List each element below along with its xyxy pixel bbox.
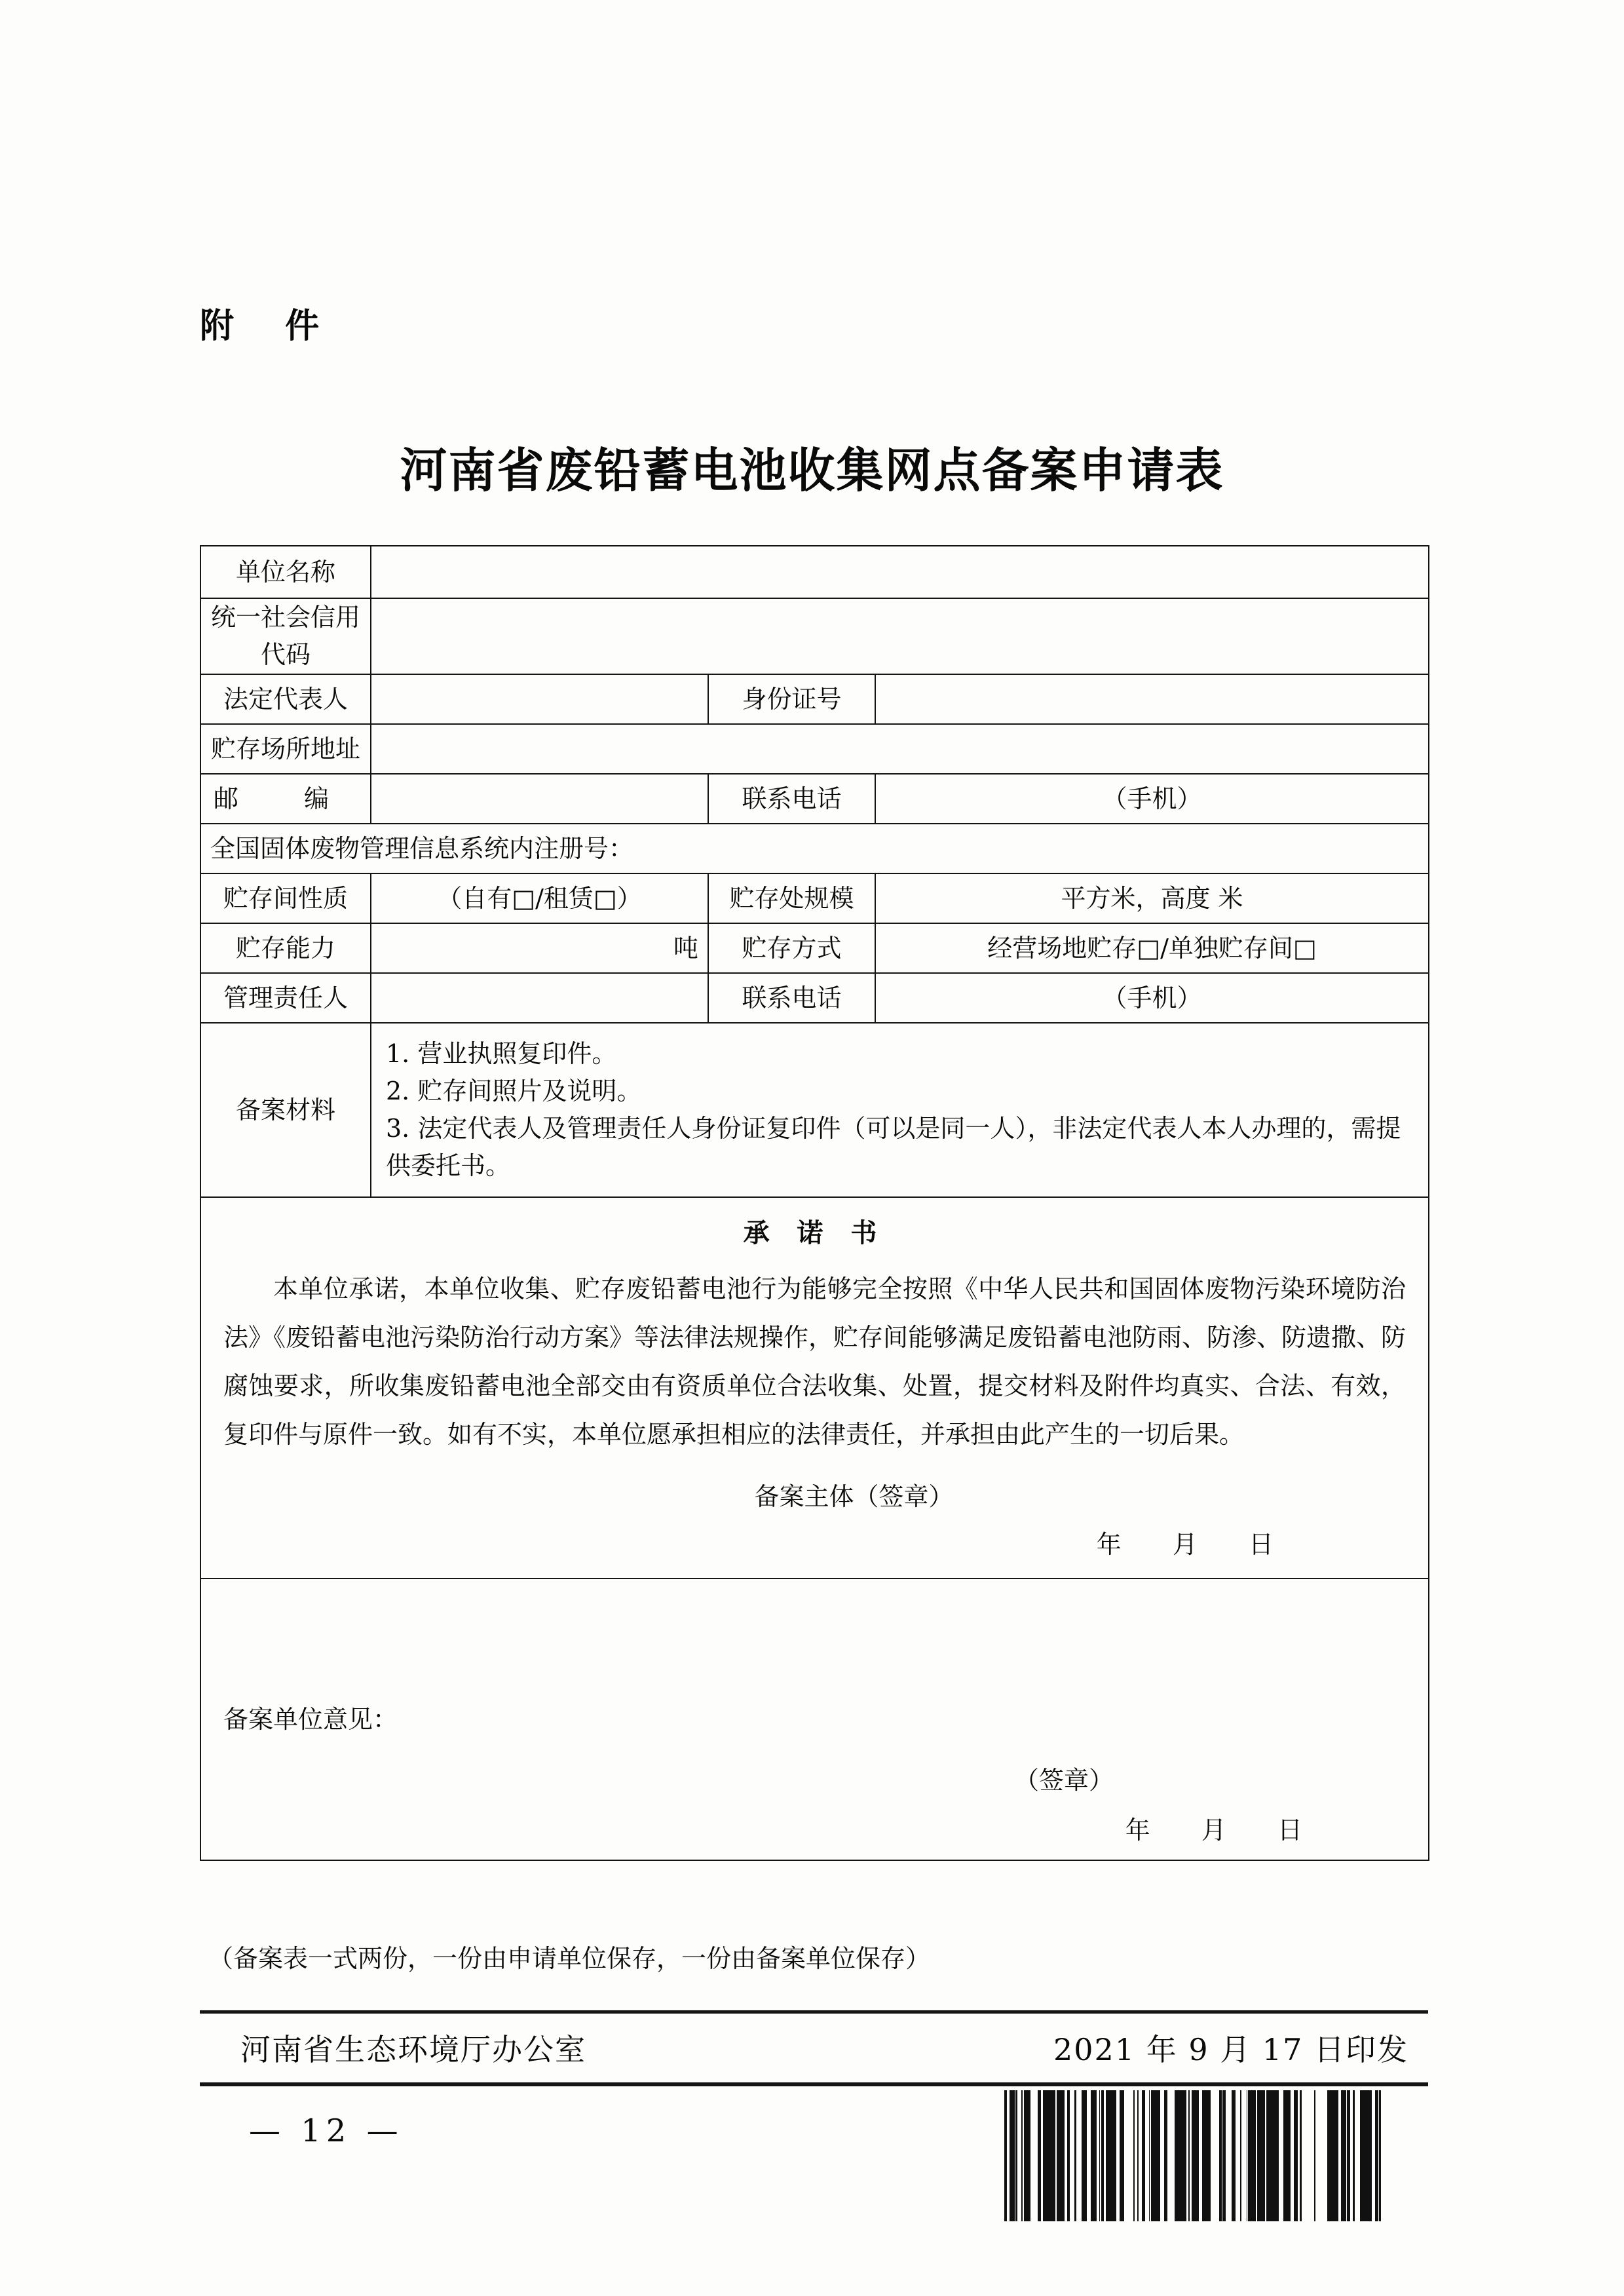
label-storage-method: 贮存方式 bbox=[708, 923, 875, 973]
table-row bbox=[200, 973, 1429, 1023]
opinion-seal-label: （签章） bbox=[1013, 1766, 1114, 1795]
table-row bbox=[200, 598, 1429, 674]
field-storage-capacity[interactable]: 吨 bbox=[371, 923, 708, 973]
label-credit-code: 统一社会信用代码 bbox=[200, 598, 371, 674]
opinion-date-year: 年 bbox=[1125, 1816, 1152, 1845]
barcode bbox=[996, 2090, 1382, 2221]
opinion-date-day: 日 bbox=[1277, 1816, 1304, 1845]
issuing-office: 河南省生态环境厅办公室 bbox=[240, 2032, 586, 2067]
commitment-date-month: 月 bbox=[1172, 1530, 1199, 1559]
list-item: 3. 法定代表人及管理责任人身份证复印件（可以是同一人），非法定代表人本人办理的，需提供委托书。 bbox=[386, 1114, 1401, 1180]
label-storage-address: 贮存场所地址 bbox=[200, 724, 371, 774]
label-id-number: 身份证号 bbox=[708, 674, 875, 724]
commitment-date-year: 年 bbox=[1096, 1530, 1123, 1559]
filing-unit-opinion-section[interactable] bbox=[200, 1578, 1429, 1860]
field-storage-method[interactable]: 经营场地贮存□/单独贮存间□ bbox=[875, 923, 1429, 973]
field-credit-code[interactable] bbox=[371, 598, 1429, 674]
field-manager[interactable] bbox=[371, 973, 708, 1023]
table-row bbox=[200, 873, 1429, 923]
opinion-label: 备案单位意见： bbox=[223, 1704, 398, 1734]
table-row bbox=[200, 674, 1429, 724]
label-unit-name: 单位名称 bbox=[200, 546, 371, 598]
field-storage-nature[interactable]: （自有□/租赁□） bbox=[371, 873, 708, 923]
field-legal-rep[interactable] bbox=[371, 674, 708, 724]
commitment-signer-label: 备案主体（签章） bbox=[754, 1482, 954, 1512]
attachment-label: 附 件 bbox=[200, 307, 339, 346]
commitment-section bbox=[200, 1197, 1429, 1578]
footer bbox=[200, 2026, 1428, 2069]
field-unit-name[interactable] bbox=[371, 546, 1429, 598]
label-legal-rep: 法定代表人 bbox=[200, 674, 371, 724]
issue-date: 2021 年 9 月 17 日印发 bbox=[1053, 2032, 1408, 2067]
table-row bbox=[200, 923, 1429, 973]
field-contact-phone[interactable]: （手机） bbox=[875, 774, 1429, 824]
page-title: 河南省废铅蓄电池收集网点备案申请表 bbox=[400, 443, 1224, 498]
field-manager-phone[interactable]: （手机） bbox=[875, 973, 1429, 1023]
table-row bbox=[200, 546, 1429, 598]
footer-divider-bottom bbox=[200, 2082, 1428, 2086]
label-manager-phone: 联系电话 bbox=[708, 973, 875, 1023]
table-row bbox=[200, 724, 1429, 774]
label-storage-capacity: 贮存能力 bbox=[200, 923, 371, 973]
commitment-title: 承 诺 书 bbox=[743, 1218, 886, 1248]
filing-application-table bbox=[200, 545, 1429, 1861]
label-storage-scale: 贮存处规模 bbox=[708, 873, 875, 923]
list-item: 1. 营业执照复印件。 bbox=[386, 1039, 617, 1068]
field-postcode[interactable] bbox=[371, 774, 708, 824]
label-filing-materials: 备案材料 bbox=[200, 1023, 371, 1197]
label-registry-number[interactable]: 全国固体废物管理信息系统内注册号： bbox=[200, 824, 1429, 873]
table-row bbox=[200, 824, 1429, 873]
commitment-date-day: 日 bbox=[1248, 1530, 1275, 1559]
commitment-body: 本单位承诺，本单位收集、贮存废铅蓄电池行为能够完全按照《中华人民共和国固体废物污染环境防治法》《废铅蓄电池污染防治行动方案》等法律法规操作，贮存间能够满足废铅蓄电池防雨、防渗、防遗撒、防腐蚀要求，所收集废铅蓄电池全部交由有资质单位合法收集、处置，提交材料及附件均真实、合法、有效，复印件与原件一致。如有不实，本单位愿承担相应的法律责任，并承担由此产生的一切后果。 bbox=[223, 1274, 1407, 1449]
table-row bbox=[200, 1197, 1429, 1578]
filing-materials-list bbox=[371, 1023, 1429, 1197]
field-id-number[interactable] bbox=[875, 674, 1429, 724]
table-row bbox=[200, 774, 1429, 824]
field-storage-scale[interactable]: 平方米，高度 米 bbox=[875, 873, 1429, 923]
table-row bbox=[200, 1023, 1429, 1197]
opinion-date-month: 月 bbox=[1201, 1816, 1228, 1845]
field-storage-address[interactable] bbox=[371, 724, 1429, 774]
label-manager: 管理责任人 bbox=[200, 973, 371, 1023]
label-storage-nature: 贮存间性质 bbox=[200, 873, 371, 923]
table-row bbox=[200, 1578, 1429, 1860]
commitment-date-line bbox=[223, 1526, 1406, 1563]
list-item: 2. 贮存间照片及说明。 bbox=[386, 1077, 642, 1105]
label-postcode: 邮 编 bbox=[200, 774, 371, 824]
opinion-date-line bbox=[1085, 1812, 1304, 1849]
footer-divider-top bbox=[200, 2010, 1428, 2014]
table-note: （备案表一式两份，一份由申请单位保存，一份由备案单位保存） bbox=[208, 1944, 931, 1973]
label-contact-phone: 联系电话 bbox=[708, 774, 875, 824]
page-number: — 12 — bbox=[249, 2113, 404, 2149]
